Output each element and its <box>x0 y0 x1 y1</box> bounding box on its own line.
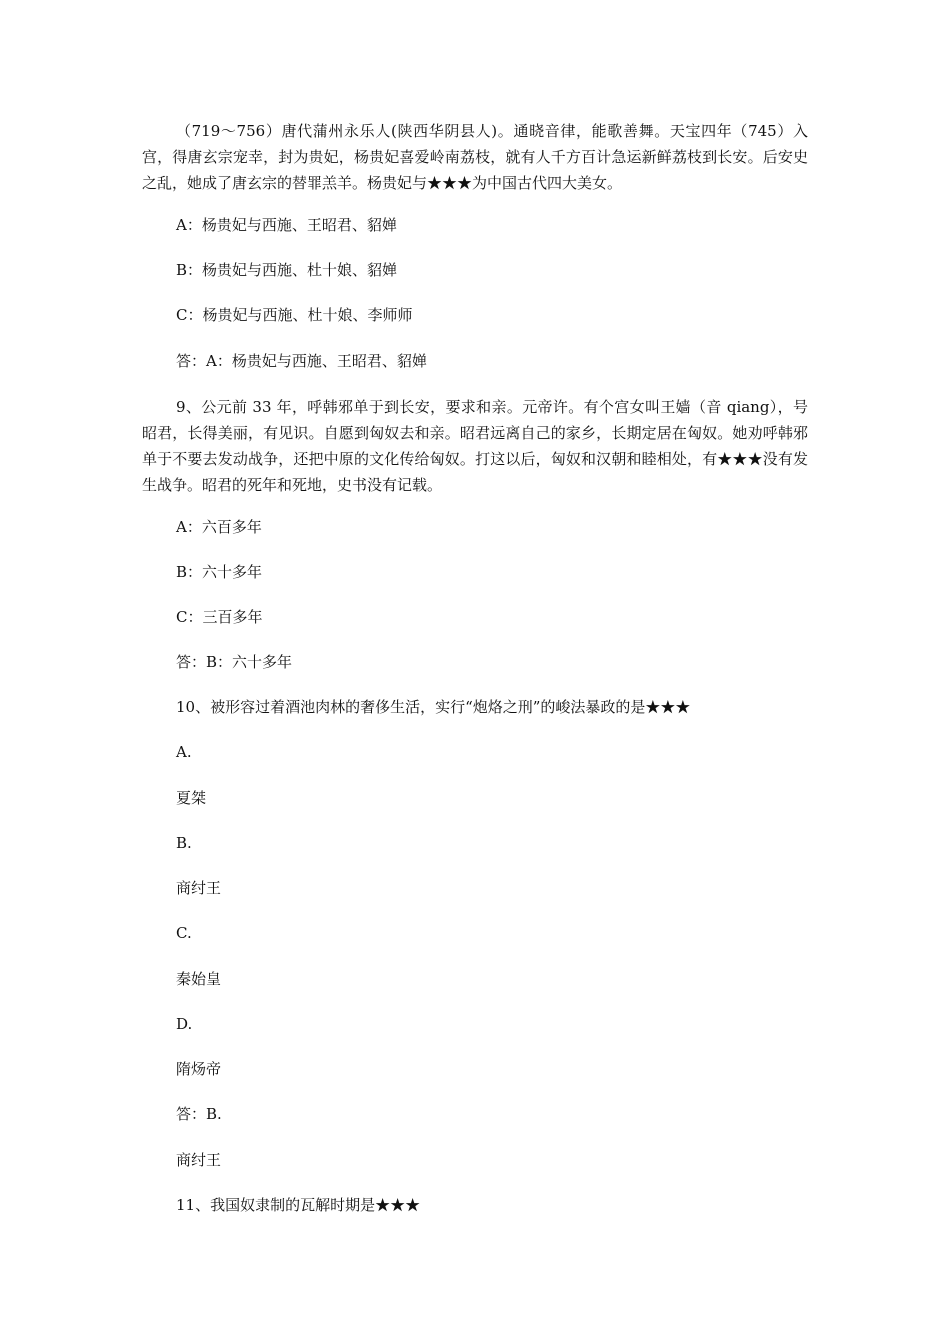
q8-option-b: B：杨贵妃与西施、杜十娘、貂婵 <box>176 261 398 279</box>
q9-option-b: B：六十多年 <box>176 563 263 581</box>
q9-answer: 答：B：六十多年 <box>176 653 293 671</box>
q10-option-c-label: C. <box>176 924 192 942</box>
intro-paragraph: （719～756）唐代蒲州永乐人(陕西华阴县人)。通晓音律，能歌善舞。天宝四年（745）入宫，得唐玄宗宠幸，封为贵妃，杨贵妃喜爱岭南荔枝，就有人千方百计急运新鲜荔枝到长安。后安史之乱，她成了唐玄宗的替罪羔羊。杨贵妃与★★★为中国古代四大美女。 <box>142 122 808 192</box>
q10-option-d-text: 隋炀帝 <box>176 1060 222 1078</box>
q10-question: 10、被形容过着酒池肉林的奢侈生活，实行“炮烙之刑”的峻法暴政的是★★★ <box>176 698 691 716</box>
q8-option-a: A：杨贵妃与西施、王昭君、貂婵 <box>176 216 397 234</box>
q10-answer-text: 商纣王 <box>176 1151 222 1169</box>
q10-option-b-text: 商纣王 <box>176 879 222 897</box>
q10-option-d-label: D. <box>176 1015 193 1033</box>
q10-answer-label: 答：B. <box>176 1105 222 1123</box>
q9-option-a: A：六百多年 <box>176 518 262 536</box>
q8-option-c: C：杨贵妃与西施、杜十娘、李师师 <box>176 306 413 324</box>
q10-option-c-text: 秦始皇 <box>176 970 222 988</box>
q10-option-a-label: A. <box>176 743 192 761</box>
q8-answer: 答：A：杨贵妃与西施、王昭君、貂婵 <box>176 352 427 370</box>
q10-option-a-text: 夏桀 <box>176 789 207 807</box>
q10-option-b-label: B. <box>176 834 192 852</box>
q11-question: 11、我国奴隶制的瓦解时期是★★★ <box>176 1196 421 1214</box>
q9-question: 9、公元前 33 年，呼韩邪单于到长安，要求和亲。元帝许。有个宫女叫王嫱（音 qiang），号昭君，长得美丽，有见识。自愿到匈奴去和亲。昭君远离自己的家乡，长期定居在匈奴。她劝呼韩邪单于不要去发动战争，还把中原的文化传给匈奴。打这以后，匈奴和汉朝和睦相处，有★★★没有发生战争。昭君的死年和死地，史书没有记载。 <box>142 398 808 494</box>
q9-option-c: C：三百多年 <box>176 608 263 626</box>
